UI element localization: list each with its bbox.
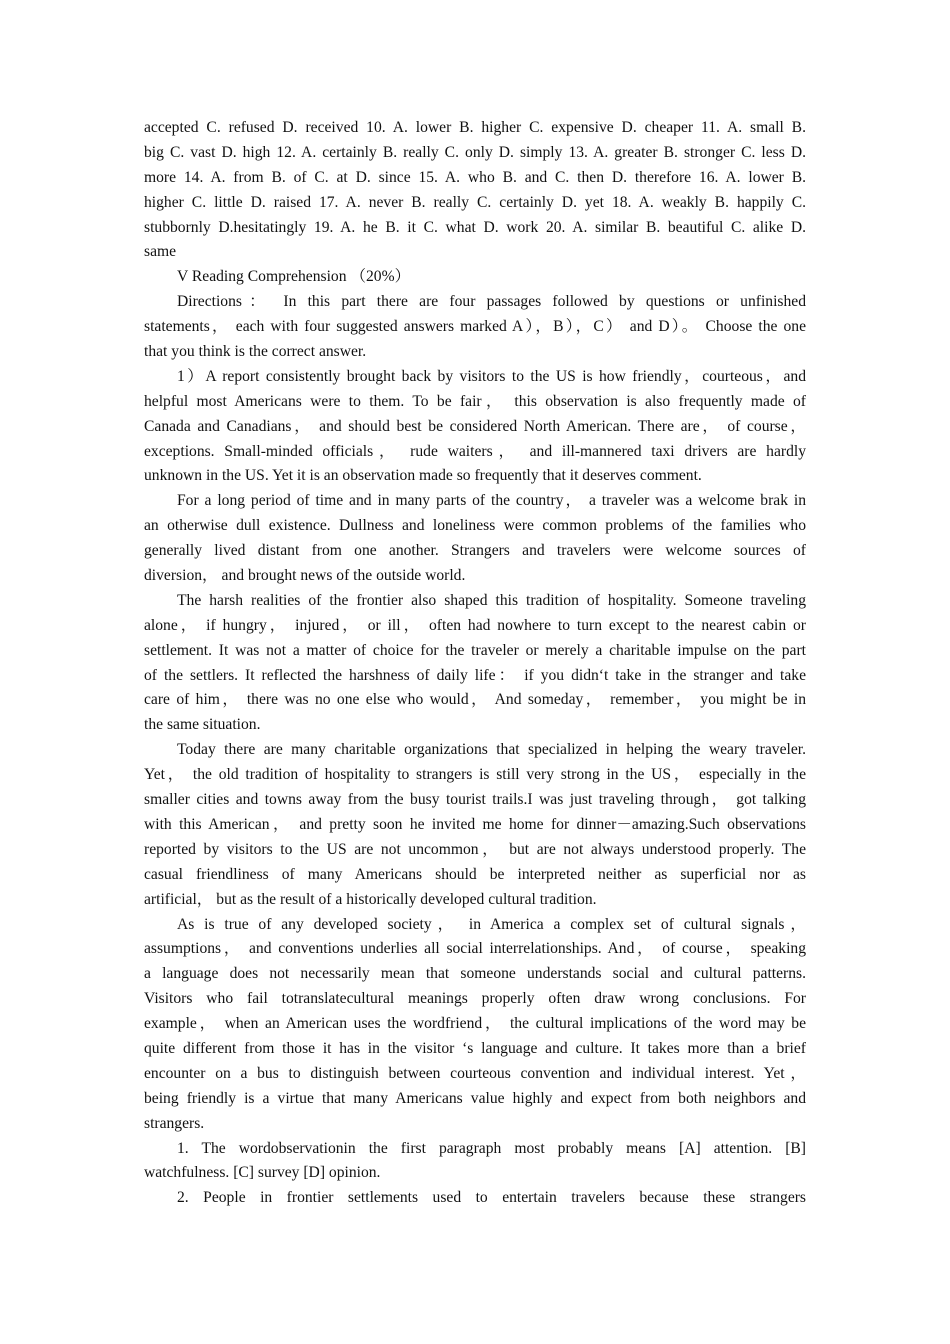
paragraph <box>144 1137 806 1187</box>
text-line: a language does not necessarily mean that someone understands social and cultural patterns. <box>144 965 806 983</box>
text-line: strangers. <box>144 1114 205 1132</box>
text-line: that you think is the correct answer. <box>144 343 367 361</box>
text-line: accepted C. refused D. received 10. A. lower B. higher C. expensive D. cheaper 11. A. small B. <box>144 119 806 136</box>
text-line: generally lived distant from one another. Strangers and travelers were welcome sources of <box>144 542 806 560</box>
paragraph <box>144 116 806 265</box>
paragraph <box>144 913 806 1137</box>
text-line: diversion， and brought news of the outside world. <box>144 567 466 585</box>
paragraph <box>144 1186 806 1211</box>
text-line: The harsh realities of the frontier also shaped this tradition of hospitality. Someone traveling <box>177 591 806 609</box>
text-line: 2. People in frontier settlements used to entertain travelers because these strangers <box>177 1189 806 1207</box>
text-line: helpful most Americans were to them. To be fair， this observation is also frequently made of <box>144 392 806 410</box>
text-line: Today there are many charitable organizations that specialized in helping the weary traveler. <box>177 741 806 759</box>
paragraph <box>144 738 806 912</box>
text-line: Yet， the old tradition of hospitality to strangers is still very strong in the US， especially in the <box>144 766 806 784</box>
text-line: stubbornly D.hesitatingly 19. A. he B. it C. what D. work 20. A. similar B. beautiful C. alike D. <box>144 218 806 236</box>
text-line: statements， each with four suggested answers marked A），B），C） and D）。 Choose the one <box>144 318 806 336</box>
text-line: Directions： In this part there are four passages followed by questions or unfinished <box>177 293 806 311</box>
paragraph <box>144 265 806 290</box>
text-line: smaller cities and towns away from the busy tourist trails.I was just traveling through， got talking <box>144 791 806 809</box>
text-line: 1）A report consistently brought back by visitors to the US is how friendly，courteous，and <box>177 367 806 385</box>
text-line: of the settlers. It reflected the harshness of daily life： if you didn‘t take in the stranger and take <box>144 666 806 684</box>
text-line: encounter on a bus to distinguish between courteous convention and individual interest. Yet， <box>144 1064 806 1082</box>
text-line: Canada and Canadians， and should best be considered North American. There are， of course， <box>144 417 806 435</box>
text-line: assumptions， and conventions underlies all social interrelationships. And， of course， speaking <box>144 940 806 958</box>
text-line: reported by visitors to the US are not uncommon， but are not always understood properly. The <box>144 840 806 858</box>
text-line: Visitors who fail totranslatecultural meanings properly often draw wrong conclusions. For <box>144 990 806 1008</box>
text-line: alone， if hungry， injured， or ill， often had nowhere to turn except to the nearest cabin or <box>144 616 806 634</box>
paragraph <box>144 489 806 589</box>
text-line: watchfulness. [C] survey [D] opinion. <box>144 1164 381 1182</box>
text-line: an otherwise dull existence. Dullness and loneliness were common problems of the families who <box>144 517 806 535</box>
text-line: 1. The wordobservationin the first paragraph most probably means [A] attention. [B] <box>177 1139 806 1157</box>
text-line: big C. vast D. high 12. A. certainly B. really C. only D. simply 13. A. greater B. stronger C. less D. <box>144 143 806 161</box>
paragraph <box>144 365 806 489</box>
text-line: example， when an American uses the wordfriend， the cultural implications of the word may be <box>144 1015 806 1033</box>
text-line: exceptions. Small-minded officials， rude waiters， and ill-mannered taxi drivers are hardly <box>144 442 806 460</box>
text-line: the same situation. <box>144 716 261 734</box>
text-line: V Reading Comprehension （20%） <box>177 268 411 286</box>
text-line: As is true of any developed society， in America a complex set of cultural signals， <box>177 915 806 933</box>
text-line: with this American， and pretty soon he invited me home for dinner－amazing.Such observations <box>144 815 806 833</box>
text-line: For a long period of time and in many parts of the country， a traveler was a welcome brak in <box>177 492 806 510</box>
text-line: being friendly is a virtue that many Americans value highly and expect from both neighbors and <box>144 1089 806 1107</box>
text-line: unknown in the US. Yet it is an observation made so frequently that it deserves comment. <box>144 467 702 485</box>
text-line: more 14. A. from B. of C. at D. since 15. A. who B. and C. then D. therefore 16. A. lower B. <box>144 168 806 186</box>
text-line: quite different from those it has in the visitor ‘s language and culture. It takes more than a brief <box>144 1039 806 1057</box>
text-line: artificial， but as the result of a historically developed cultural tradition. <box>144 890 597 908</box>
text-line: casual friendliness of many Americans should be interpreted neither as superficial nor as <box>144 865 806 883</box>
text-line: care of him， there was no one else who would， And someday， remember， you might be in <box>144 691 806 709</box>
text-line: settlement. It was not a matter of choice for the traveler or merely a charitable impulse on the part <box>144 641 806 659</box>
paragraph <box>144 290 806 365</box>
paragraph <box>144 589 806 738</box>
text-line: higher C. little D. raised 17. A. never B. really C. certainly D. yet 18. A. weakly B. happily C. <box>144 193 806 211</box>
document-page <box>144 116 806 1211</box>
text-line: same <box>144 243 177 261</box>
